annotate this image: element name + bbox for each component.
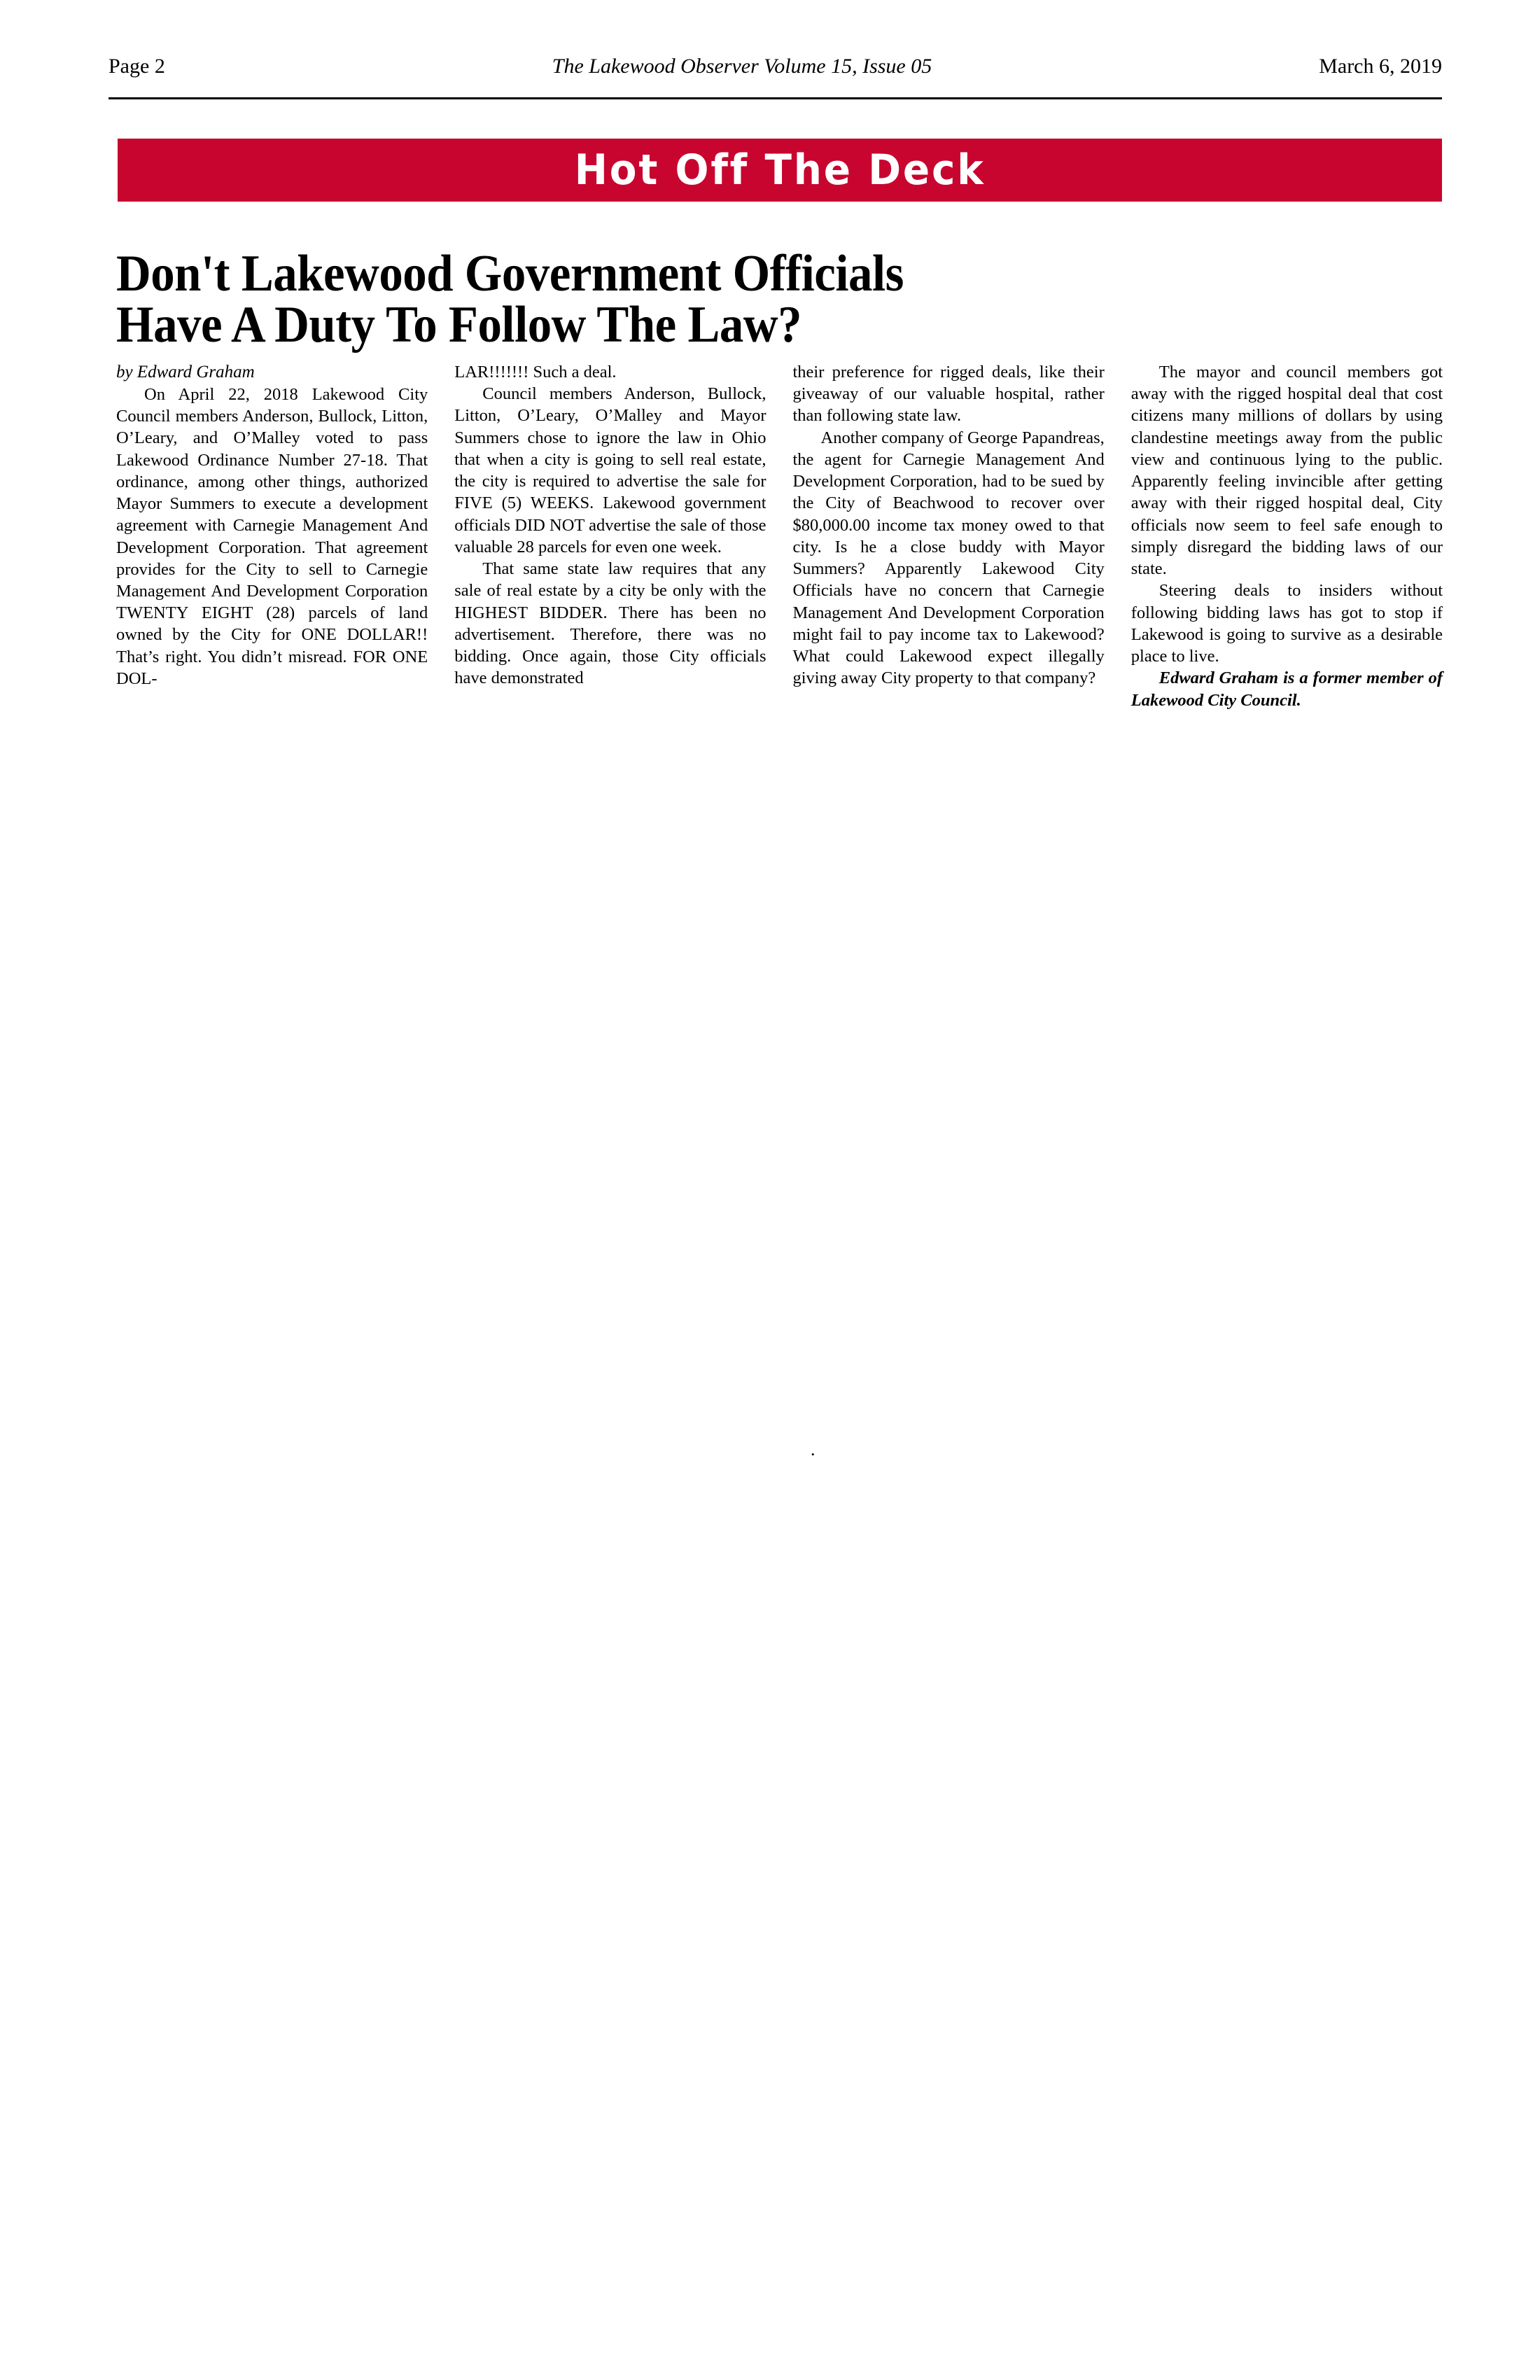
article-byline: by Edward Graham [116,363,255,382]
stray-punctuation-mark: . [811,1439,816,1460]
section-banner-label: Hot Off The Deck [574,146,986,195]
author-credit-tagline: Edward Graham is a former member of Lakewood City Council. [1130,668,1443,710]
paragraph: Another company of George Papandreas, the agent for Carnegie Management And Development Corporation, had to be sued by the City of Beachwood to recover over $80,000.00 income tax money owed to that city. Is he a close buddy with Mayor Summers? Apparently Lakewood City Officials have no concern that Carnegie Management And Development Corporation might fail to pay income tax to Lakewood? What could Lakewood expect illegally giving away City property to that company? [792,428,1105,688]
issue-date: March 6, 2019 [1319,55,1442,78]
paragraph: Council members Anderson, Bullock, Litton, O’Leary, O’Malley and Mayor Summers chose to ignore the law in Ohio that when a city is going to sell real estate, the city is required to advertise the sale for FIVE (5) WEEKS. Lakewood government officials DID NOT advertise the sale of those valuable 28 parcels for even one week. [454,384,766,556]
header-divider-rule [108,97,1442,99]
page-number-label: Page 2 [108,55,165,78]
article-body-columns [116,361,1443,711]
article-column-1 [116,361,428,711]
headline-line-1: Don't Lakewood Government Officials [116,244,904,302]
paragraph: Steering deals to insiders without following bidding laws has got to stop if Lakewood is going to survive as a desirable place to live. [1130,581,1443,666]
paragraph: That same state law requires that any sale of real estate by a city be only with the HIGHEST BIDDER. There has been no advertisement. Therefore, there was no bidding. Once again, those City officials have demonstrated [454,559,766,688]
running-head [108,55,1442,91]
section-banner [118,139,1442,202]
paragraph: LAR!!!!!!! Such a deal. [454,363,617,382]
paragraph: The mayor and council members got away with the rigged hospital deal that cost citizens many millions of dollars by using clandestine meetings away from the public view and continuous lying to the public. Apparently feeling invincible after getting away with their rigged hospital deal, City officials now seem to feel safe enough to simply disregard the bidding laws of our state. [1130,363,1443,579]
article-column-4 [1131,361,1443,711]
publication-title: The Lakewood Observer Volume 15, Issue 05 [552,55,932,78]
article-column-3 [793,361,1105,711]
article-headline [116,244,1158,354]
paragraph: their preference for rigged deals, like their giveaway of our valuable hospital, rather than following state law. [792,363,1105,426]
paragraph: On April 22, 2018 Lakewood City Council members Anderson, Bullock, Litton, O’Leary, and O’Malley voted to pass Lakewood Ordinance Number 27-18. That ordinance, among other things, authorized Mayor Summers to execute a development agreement with Carnegie Management And Development Corporation. That agreement provides for the City to sell to Carnegie Management And Development Corporation TWENTY EIGHT (28) parcels of land owned by the City for ONE DOLLAR!! That’s right. You didn’t misread. FOR ONE DOL- [116,384,428,688]
article-column-2 [454,361,766,711]
headline-line-2: Have A Duty To Follow The Law? [116,295,802,354]
